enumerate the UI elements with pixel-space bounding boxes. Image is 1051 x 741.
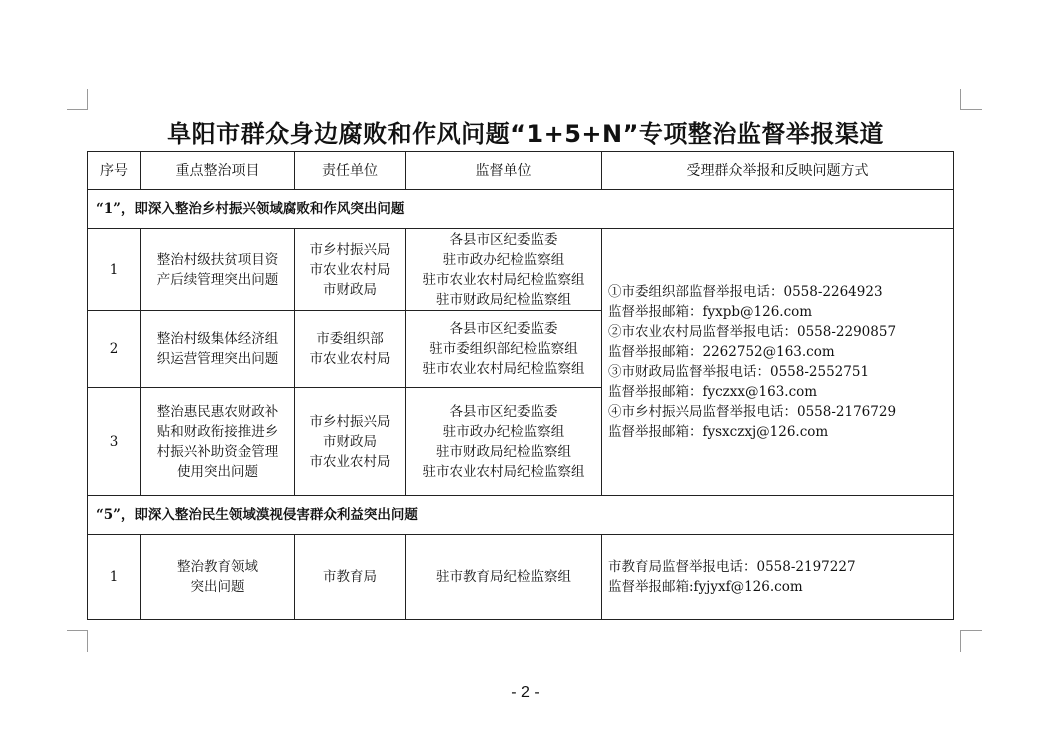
text-line: 驻市财政局纪检监察组 <box>436 291 571 308</box>
header-number: 序号 <box>88 152 141 190</box>
responsible-cell <box>295 229 406 311</box>
document-title: 阜阳市群众身边腐败和作风问题“1+5+N”专项整治监督举报渠道 <box>167 120 884 148</box>
contact-cell-education <box>602 535 954 620</box>
text-line: 市农业农村局 <box>309 261 391 278</box>
text-line: 各县市区纪委监委 <box>449 321 558 337</box>
responsible-cell <box>295 535 406 620</box>
text-line: 贴和财政衔接推进乡 <box>156 423 279 440</box>
crop-mark-bottom-left <box>87 630 88 652</box>
text-line: 各县市区纪委监委 <box>449 403 558 420</box>
text-line: 驻市委组织部纪检监察组 <box>429 341 578 357</box>
contact-cell-rural <box>602 229 954 496</box>
text-line: 突出问题 <box>190 579 245 595</box>
text-line: 市教育局 <box>323 569 377 585</box>
crop-mark-bottom-right <box>960 630 982 631</box>
supervision-channel-table <box>87 151 954 620</box>
text-line: 整治村级集体经济组 <box>156 331 279 347</box>
text-line: 驻市政办纪检监察组 <box>442 423 565 440</box>
contact-line: 监督举报邮箱：fyczxx@163.com <box>608 384 818 400</box>
section-title-livelihood: “5”，即深入整治民生领域漠视侵害群众利益突出问题 <box>88 496 954 535</box>
contact-line: 监督举报邮箱：fysxczxj@126.com <box>608 424 829 440</box>
project-cell <box>141 229 295 311</box>
header-responsible-unit: 责任单位 <box>295 152 406 190</box>
crop-mark-bottom-right <box>960 630 961 652</box>
text-line: 驻市农业农村局纪检监察组 <box>422 463 585 480</box>
responsible-cell <box>295 311 406 388</box>
text-line: 驻市政办纪检监察组 <box>442 251 565 268</box>
row-number: 3 <box>88 388 141 496</box>
page-number: - 2 - <box>511 684 540 701</box>
responsible-cell <box>295 388 406 496</box>
text-line: 整治惠民惠农财政补 <box>156 403 279 420</box>
table-header-row <box>88 152 954 190</box>
project-cell <box>141 388 295 496</box>
text-line: 使用突出问题 <box>177 463 258 480</box>
header-report-channel: 受理群众举报和反映问题方式 <box>602 152 954 190</box>
contact-line: 市教育局监督举报电话：0558-2197227 <box>608 559 856 575</box>
text-line: 驻市财政局纪检监察组 <box>436 443 571 460</box>
text-line: 市委组织部 <box>316 331 384 347</box>
contact-line: ②市农业农村局监督举报电话：0558-2290857 <box>608 324 897 340</box>
supervisor-cell <box>406 229 602 311</box>
section-title-rural: “1”，即深入整治乡村振兴领域腐败和作风突出问题 <box>88 190 954 229</box>
contact-line: ①市委组织部监督举报电话：0558-2264923 <box>608 284 883 300</box>
supervisor-cell <box>406 388 602 496</box>
header-supervisory-unit: 监督单位 <box>406 152 602 190</box>
crop-mark-top-right <box>960 109 982 110</box>
contact-line: 监督举报邮箱：fyxpb@126.com <box>608 304 813 320</box>
crop-mark-top-left <box>67 109 88 110</box>
text-line: 驻市农业农村局纪检监察组 <box>422 361 585 377</box>
text-line: 产后续管理突出问题 <box>156 271 279 288</box>
contact-line: 监督举报邮箱:fyjyxf@126.com <box>608 579 803 595</box>
section-row-1 <box>88 190 954 229</box>
section-row-2 <box>88 496 954 535</box>
text-line: 各县市区纪委监委 <box>449 231 558 248</box>
project-cell <box>141 535 295 620</box>
contact-line: 监督举报邮箱：2262752@163.com <box>608 344 835 360</box>
text-line: 市乡村振兴局 <box>309 241 391 258</box>
contact-line: ④市乡村振兴局监督举报电话：0558-2176729 <box>608 404 897 420</box>
text-line: 市农业农村局 <box>309 453 391 470</box>
text-line: 市乡村振兴局 <box>309 413 391 430</box>
project-cell <box>141 311 295 388</box>
text-line: 驻市农业农村局纪检监察组 <box>422 271 585 288</box>
text-line: 驻市教育局纪检监察组 <box>436 569 571 585</box>
text-line: 织运营管理突出问题 <box>156 351 279 367</box>
supervisor-cell <box>406 311 602 388</box>
crop-mark-top-right <box>960 89 961 110</box>
text-line: 市财政局 <box>323 433 377 450</box>
row-number: 1 <box>88 535 141 620</box>
contact-line: ③市财政局监督举报电话：0558-2552751 <box>608 364 870 380</box>
header-project: 重点整治项目 <box>141 152 295 190</box>
text-line: 市财政局 <box>323 281 377 298</box>
table-row <box>88 535 954 620</box>
text-line: 整治村级扶贫项目资 <box>156 251 279 268</box>
text-line: 村振兴补助资金管理 <box>156 443 279 460</box>
supervisor-cell <box>406 535 602 620</box>
row-number: 2 <box>88 311 141 388</box>
table-row <box>88 229 954 311</box>
text-line: 市农业农村局 <box>309 351 391 367</box>
row-number: 1 <box>88 229 141 311</box>
crop-mark-top-left <box>87 89 88 110</box>
crop-mark-bottom-left <box>67 630 88 631</box>
text-line: 整治教育领域 <box>177 559 258 575</box>
